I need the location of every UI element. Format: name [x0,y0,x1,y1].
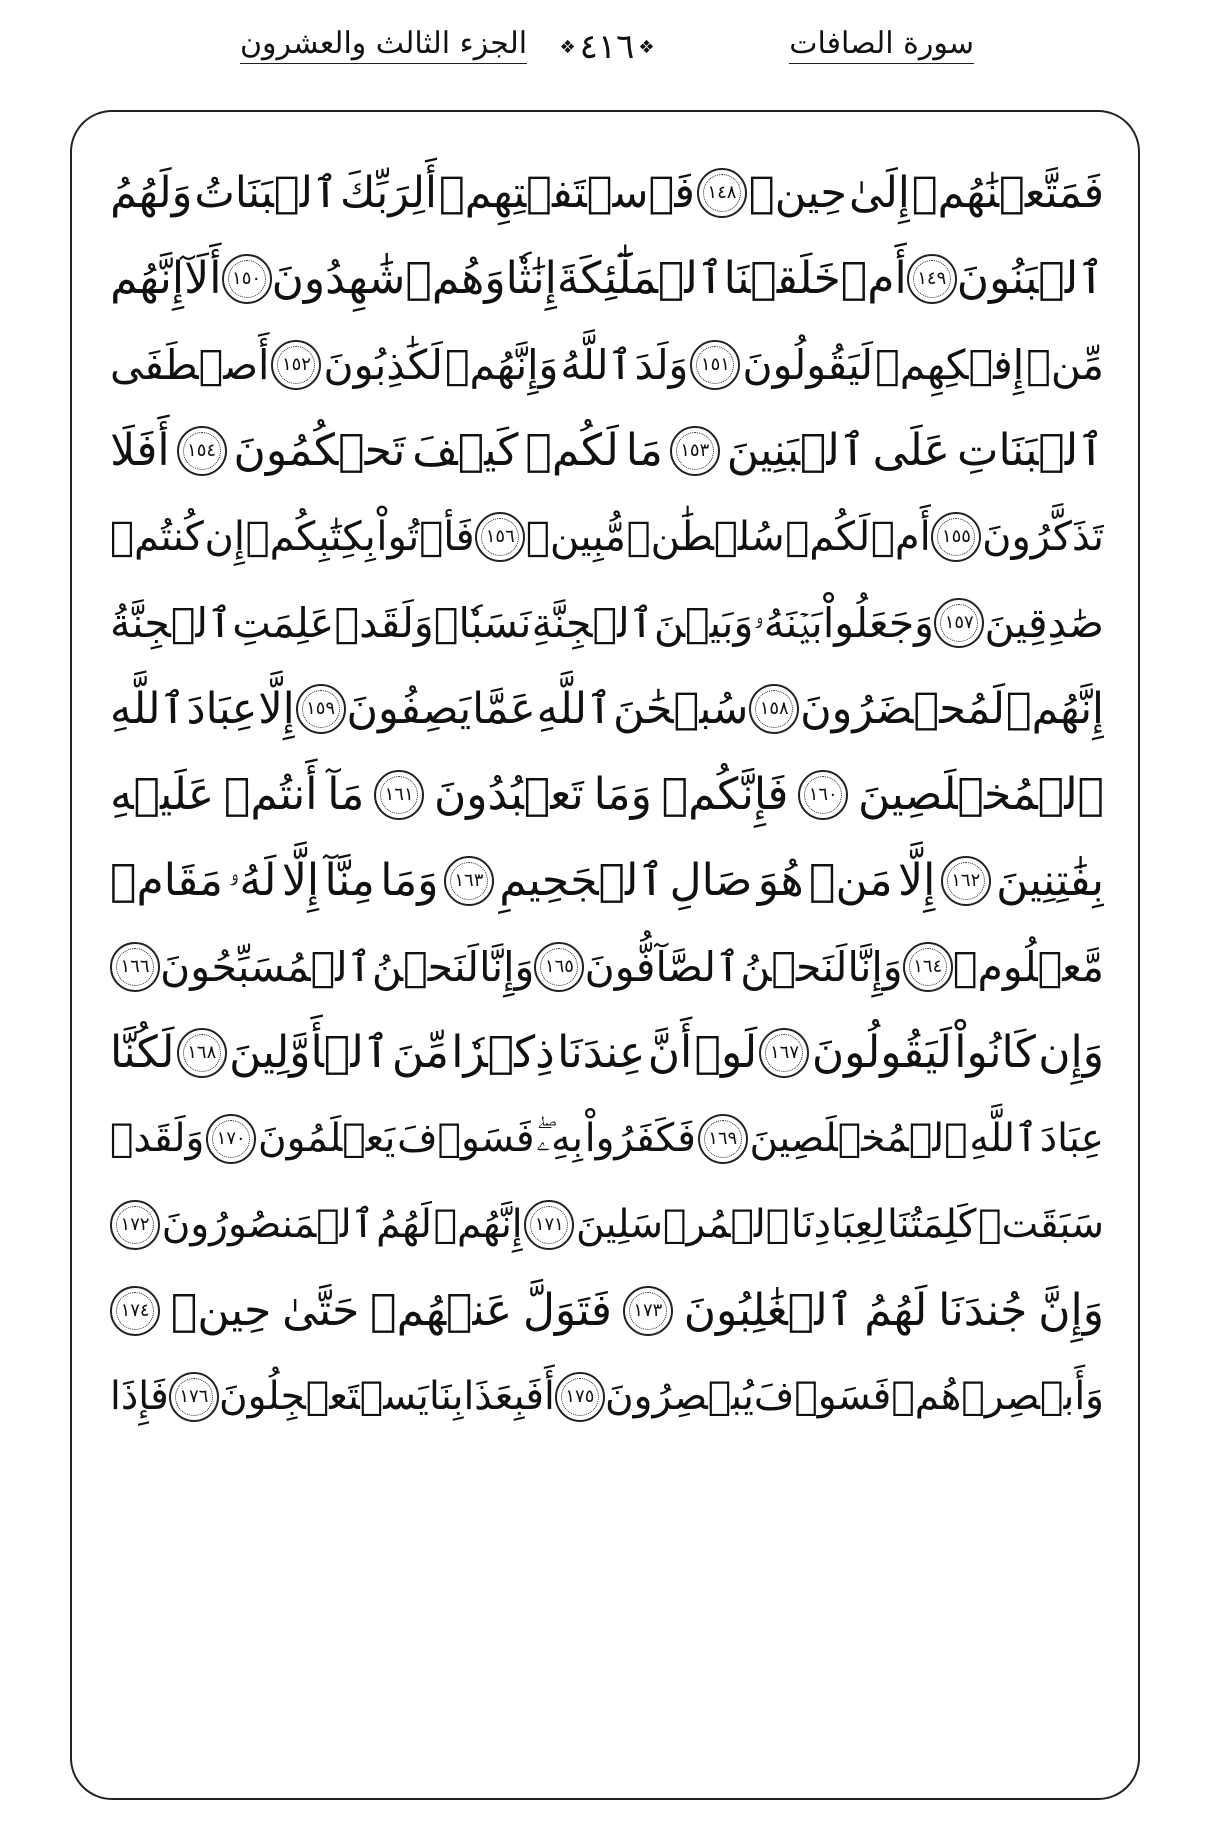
word: لَكُمۡ [525,425,619,476]
word: لَيَقُولُونَ [811,1027,952,1078]
ayah-marker-icon: ١٥٢ [271,340,321,390]
word: مَآ [327,769,365,820]
word: فَٱسۡتَفۡتِهِمۡ [438,168,695,218]
word: بِهِۦۖ [536,1116,583,1161]
word: إِنَٰثٗا [505,253,557,304]
word: شَٰهِدُونَ [271,253,406,304]
ayah-marker-icon: ١٤٩ [907,254,957,304]
word: حِينٖ [748,168,847,218]
word: وَإِنَّهُمۡ [444,341,559,389]
ayah-marker-icon: ١٦٧ [759,1028,809,1078]
word: لَهُمُ [376,1202,432,1247]
text-line [110,752,1104,838]
page-number: ٤١٦ [579,27,635,67]
ayah-marker-icon: ١٦٩ [698,1114,748,1164]
word: عَلَى [872,425,951,476]
word: وَإِنَّ [1038,1285,1104,1336]
ornament-icon: ❖ [559,36,576,58]
text-line [110,838,1104,924]
word: ٱلۡمُسَبِّحُونَ [160,943,372,991]
word: عَلِمَتِ [232,599,335,647]
ayah-marker-icon: ١٦٠ [798,770,848,820]
word: ٱلۡبَنُونَ [956,253,1104,304]
ayah-marker-icon: ١٤٨ [697,168,747,218]
ayah-marker-icon: ١٥٧ [934,598,984,648]
word: كَلِمَتُنَا [887,1202,977,1247]
word: فَمَتَّعۡنَٰهُمۡ [911,168,1104,218]
word: وَمَا [380,855,439,906]
word: إِلَىٰ [848,168,910,218]
quran-text [110,150,1104,1770]
word: إِلَّا [258,684,295,734]
word: مِنَّآ [324,855,375,906]
juz-title: الجزء الثالث والعشرون [240,26,527,64]
word: إِن [204,514,245,560]
word: لَوۡ [694,1027,758,1078]
word: ٱلۡجِنَّةِ [531,599,654,647]
word: فَإِذَا [110,1374,169,1419]
ayah-marker-icon: ١٦٢ [941,856,991,906]
word: ٱللَّهُ [560,341,633,389]
word: وَإِنَّا [847,943,903,991]
word: ٱللَّهِ [110,684,186,734]
word: ٱلصَّآفُّونَ [584,943,741,991]
word: يَعۡلَمُونَ [257,1116,396,1161]
word: وَهُمۡ [405,253,506,304]
word: ٱلۡأَوَّلِينَ [229,1027,390,1078]
word: وَلَقَدۡ [334,599,434,647]
word: لِعِبَادِنَا [790,1202,886,1247]
word: إِفۡكِهِمۡ [875,341,1025,389]
word: حِينٖ [170,1285,272,1336]
word: عَلَيۡهِ [110,769,215,820]
word: ٱلۡجَحِيمِ [499,855,665,906]
word: ٱلۡغَٰلِبُونَ [683,1285,854,1336]
word: خَلَقۡنَا [723,253,841,304]
word: وَلَدَ [634,341,689,389]
word: وَجَعَلُواْ [822,599,934,647]
word: عِندَنَا [557,1027,646,1078]
word: أَفَبِعَذَابِنَا [428,1374,555,1419]
word: صَالِ [669,855,753,906]
word: أَنَّ [647,1027,693,1078]
word: ٱللَّهِ [969,1116,1038,1161]
word: فَسَوۡفَ [397,1116,535,1161]
word: إِلَّا [281,855,320,906]
word: مَا [625,425,663,476]
text-line [110,494,1104,580]
word: مَقَامٞ [110,855,223,906]
text-line [110,408,1104,494]
ayah-marker-icon: ١٥٠ [222,254,272,304]
ayah-marker-icon: ١٦٤ [903,942,953,992]
word: لَمُحۡضَرُونَ [800,684,1005,734]
ayah-marker-icon: ١٦٨ [177,1028,227,1078]
word: يُبۡصِرُونَ [604,1374,754,1419]
ayah-marker-icon: ١٧٥ [555,1372,605,1422]
text-line [110,580,1104,666]
word: كَانُواْ [954,1027,1036,1078]
word: مَّعۡلُومٞ [952,943,1104,991]
word: أَمۡ [840,253,907,304]
ayah-marker-icon: ١٧٦ [169,1372,219,1422]
word: سُبۡحَٰنَ [613,684,749,734]
page-number-badge [552,22,662,72]
word: لَهُۥ [228,855,277,906]
word: ذِكۡرٗا [451,1027,555,1078]
word: هُوَ [757,855,804,906]
word: إِلَّا [898,855,936,906]
word: كُنتُمۡ [110,514,204,560]
word: لَيَقُولُونَ [742,341,874,389]
ayah-marker-icon: ١٥٤ [177,426,227,476]
word: ٱلۡمُخۡلَصِينَ [858,769,1104,820]
word: فَكَفَرُواْ [584,1116,696,1161]
word: بَيۡنَهُۥ [753,599,823,647]
word: وَأَبۡصِرۡهُمۡ [891,1374,1104,1419]
word: عَمَّا [472,684,536,734]
word: نَسَبٗاۚ [433,599,532,647]
word: مَنۡ [809,855,893,906]
word: تَحۡكُمُونَ [233,425,406,476]
word: أَنتُمۡ [224,769,318,820]
ayah-marker-icon: ١٧٢ [110,1200,160,1250]
text-line [110,1268,1104,1354]
word: ٱللَّهِ [536,684,613,734]
ayah-marker-icon: ١٥٣ [670,426,720,476]
word: فَإِنَّكُمۡ [661,769,789,820]
word: لَنَحۡنُ [740,943,848,991]
ayah-marker-icon: ١٧٣ [623,1286,673,1336]
surah-title: سورة الصافات [789,26,974,64]
word: وَلَقَدۡ [110,1116,205,1161]
word: سَبَقَتۡ [978,1202,1104,1247]
text-line [110,322,1104,408]
word: تَعۡبُدُونَ [433,769,584,820]
word: لَكَٰذِبُونَ [323,341,443,389]
word: لَنَحۡنُ [371,943,480,991]
word: أَلِرَبِّكَ [340,168,437,218]
word: يَسۡتَعۡجِلُونَ [218,1374,429,1419]
word: ٱلۡبَنَاتُ [194,168,339,218]
text-line [110,1010,1104,1096]
ayah-marker-icon: ١٦٥ [534,942,584,992]
word: مِّنَ [391,1027,449,1078]
word: بِكِتَٰبِكُمۡ [245,514,376,560]
word: وَمَا [593,769,652,820]
word: ٱلۡبَنِينَ [726,425,866,476]
word: إِنَّهُمۡ [1005,684,1104,734]
word: وَلَهُمُ [110,168,193,218]
ayah-marker-icon: ١٧٠ [206,1114,256,1164]
word: ٱلۡجِنَّةُ [110,599,232,647]
word: أَلَآ [184,253,222,304]
ayah-marker-icon: ١٥٦ [475,512,525,562]
ayah-marker-icon: ١٧١ [524,1200,574,1250]
text-line [110,236,1104,322]
word: ٱلۡمَنصُورُونَ [161,1202,375,1247]
word: فَسَوۡفَ [753,1374,892,1419]
word: أَفَلَا [110,425,170,476]
word: لَهُمُ [864,1285,928,1336]
word: أَصۡطَفَى [110,341,270,389]
word: جُندَنَا [938,1285,1028,1336]
ayah-marker-icon: ١٥٩ [296,684,346,734]
word: ٱلۡبَنَاتِ [957,425,1104,476]
ayah-marker-icon: ١٥١ [690,340,740,390]
word: عِبَادَ [1039,1116,1104,1161]
word: تَذَكَّرُونَ [982,514,1104,560]
text-line [110,1096,1104,1182]
word: فَتَوَلَّ [522,1285,612,1336]
word: ٱلۡمُرۡسَلِينَ [575,1202,790,1247]
ayah-marker-icon: ١٦٦ [110,942,160,992]
word: لَكُنَّا [110,1027,175,1078]
word: مُّبِينٞ [525,514,626,560]
word: يَصِفُونَ [346,684,472,734]
ayah-marker-icon: ١٦٣ [444,856,494,906]
word: وَإِن [1038,1027,1104,1078]
text-line [110,666,1104,752]
word: وَبَيۡنَ [653,599,754,647]
word: إِنَّهُم [110,253,185,304]
word: سُلۡطَٰنٞ [626,514,785,560]
word: عِبَادَ [186,684,258,734]
ayah-marker-icon: ١٥٥ [931,512,981,562]
word: بِفَٰتِنِينَ [996,855,1104,906]
text-line [110,1354,1104,1440]
text-line [110,1182,1104,1268]
text-line [110,150,1104,236]
word: ٱلۡمُخۡلَصِينَ [749,1116,968,1161]
word: كَيۡفَ [412,425,519,476]
word: لَكُمۡ [785,514,871,560]
word: فَأۡتُواْ [376,514,475,560]
ayah-marker-icon: ١٥٨ [749,684,799,734]
word: أَمۡ [870,514,931,560]
page-header [0,18,1214,88]
word: وَإِنَّا [479,943,535,991]
word: عَنۡهُمۡ [370,1285,513,1336]
word: ٱلۡمَلَٰٓئِكَةَ [556,253,724,304]
word: إِنَّهُمۡ [433,1202,523,1247]
text-line [110,924,1104,1010]
word: صَٰدِقِينَ [984,599,1104,647]
ayah-marker-icon: ١٦١ [374,770,424,820]
ornament-icon: ❖ [638,36,655,58]
word: حَتَّىٰ [282,1285,360,1336]
ayah-marker-icon: ١٧٤ [110,1286,160,1336]
word: مِّنۡ [1026,341,1104,389]
